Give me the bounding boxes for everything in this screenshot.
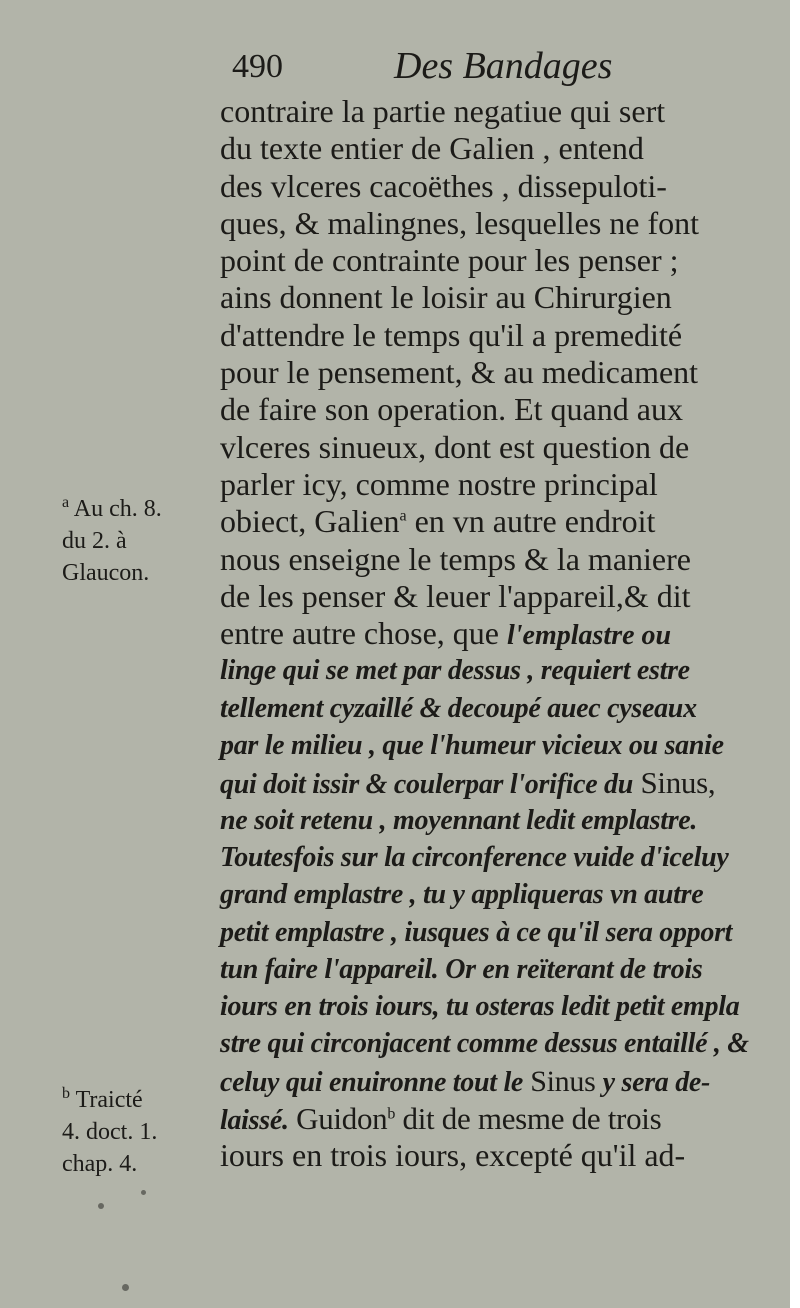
text-line — [220, 839, 770, 876]
text-span: tellement cyzaillé & decoupé auec cyseaux — [220, 692, 697, 724]
text-line — [220, 652, 770, 689]
text-line — [220, 93, 770, 130]
body-text — [220, 93, 770, 1175]
text-span: iours en trois iours, excepté qu'il ad- — [220, 1137, 686, 1174]
text-span: linge qui se met par dessus , requiert estre — [220, 655, 690, 687]
marginal-note-b — [62, 1084, 157, 1180]
text-span: laissé. — [220, 1105, 289, 1137]
page-header — [226, 42, 766, 96]
text-line — [220, 876, 770, 913]
text-line — [220, 541, 770, 578]
text-line — [220, 764, 770, 801]
text-line — [220, 951, 770, 988]
text-span: en vn autre endroit — [406, 503, 656, 540]
text-span: contraire la partie negatiue qui sert — [220, 93, 666, 129]
marginal-note-line: 4. doct. 1. — [62, 1119, 158, 1145]
text-span: obiect, Galien — [220, 503, 400, 540]
text-line — [220, 391, 770, 428]
text-span: d'attendre le temps qu'il a premedité — [220, 316, 683, 353]
text-span: parler icy, comme nostre principal — [220, 465, 658, 502]
text-span: du texte entier de Galien , entend — [220, 130, 644, 167]
text-line — [220, 578, 770, 615]
text-span: vlceres sinueux, dont est question de — [220, 428, 690, 465]
text-line — [220, 354, 770, 391]
text-line — [220, 914, 770, 951]
text-span: b — [387, 1105, 396, 1123]
text-span: Guidon — [288, 1101, 388, 1137]
marginal-note-line: chap. 4. — [62, 1151, 138, 1177]
text-span: Sinus — [523, 1064, 603, 1098]
text-line — [220, 1025, 770, 1062]
text-span: y sera de- — [602, 1066, 711, 1098]
text-line — [220, 727, 770, 764]
text-span: Sinus, — [633, 765, 716, 801]
text-span: entre autre chose, que — [220, 615, 507, 652]
marginal-note-line: Glaucon. — [62, 560, 150, 586]
text-line — [220, 615, 770, 652]
text-span: dit de mesme de trois — [395, 1101, 662, 1137]
text-line — [220, 279, 770, 316]
text-span: qui doit issir & coulerpar l'orifice du — [220, 769, 634, 801]
text-line — [220, 802, 770, 839]
text-span: de faire son operation. Et quand aux — [220, 391, 683, 428]
ink-spot — [141, 1190, 146, 1195]
text-line — [220, 503, 770, 540]
text-span: a — [399, 507, 407, 525]
text-span: stre qui circonjacent comme dessus entaillé , & — [220, 1028, 749, 1060]
text-span: ques, & malingnes, lesquelles ne font — [220, 204, 700, 241]
text-line — [220, 130, 770, 167]
text-span: Toutesfois sur la circonference vuide d'iceluy — [220, 841, 729, 873]
text-line — [220, 168, 770, 205]
text-line — [220, 1100, 770, 1137]
text-span: par le milieu , que l'humeur vicieux ou sanie — [220, 730, 724, 762]
text-span: celuy qui enuironne tout le — [220, 1066, 524, 1098]
text-span: de les penser & leuer l'appareil,& dit — [220, 577, 691, 614]
ink-spot — [98, 1203, 104, 1209]
running-title: Des Bandages — [394, 45, 613, 87]
text-line — [220, 429, 770, 466]
page-edge — [790, 0, 800, 1308]
text-line — [220, 205, 770, 242]
text-span: grand emplastre , tu y appliqueras vn autre — [220, 879, 704, 911]
text-line — [220, 242, 770, 279]
marginal-note-line: $^a$ Au ch. 8. — [62, 494, 162, 522]
text-span: l'emplastre ou — [506, 620, 672, 652]
text-line — [220, 466, 770, 503]
text-span: tun faire l'appareil. Or en reïterant de trois — [220, 953, 703, 985]
marginal-note-line: $^b$ Traicté — [62, 1085, 143, 1113]
text-span: ne soit retenu , moyennant ledit emplastre. — [220, 804, 698, 836]
ink-spot — [122, 1284, 129, 1291]
text-span: pour le pensement, & au medicament — [220, 354, 699, 391]
text-span: des vlceres cacoëthes , dissepuloti- — [220, 167, 667, 204]
marginal-note-a — [62, 493, 162, 589]
text-line — [220, 690, 770, 727]
text-span: nous enseigne le temps & la maniere — [220, 540, 691, 577]
text-line — [220, 317, 770, 354]
page-number: 490 — [232, 48, 283, 85]
text-line — [220, 1137, 770, 1174]
text-span: iours en trois iours, tu osteras ledit petit empla — [220, 991, 740, 1023]
text-span: ains donnent le loisir au Chirurgien — [220, 279, 672, 316]
marginal-note-line: du 2. à — [62, 528, 127, 554]
text-line — [220, 988, 770, 1025]
text-span: point de contrainte pour les penser ; — [220, 242, 679, 279]
text-line — [220, 1063, 770, 1100]
text-span: petit emplastre , iusques à ce qu'il sera opport — [220, 916, 733, 948]
